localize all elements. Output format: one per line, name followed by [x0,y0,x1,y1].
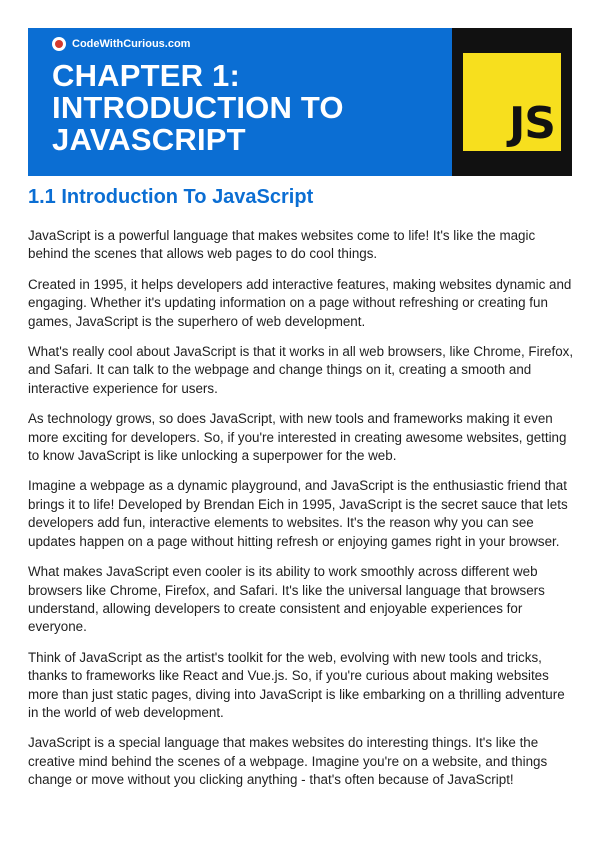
paragraph: Think of JavaScript as the artist's toolkit for the web, evolving with new tools and tricks, thanks to frameworks like React and Vue.js. So, if you're curious about making websites more than just static pages, diving into JavaScript is like embarking on a thrilling adventure in the world of web development. [28,649,565,720]
js-logo-text: JS [508,98,555,149]
brand-logo-icon [52,37,66,51]
brand [52,37,190,51]
paragraph: JavaScript is a powerful language that makes websites come to life! It's like the magic behind the scenes that allows web pages to do cool things. [28,228,536,262]
paragraph: Imagine a webpage as a dynamic playground, and JavaScript is the enthusiastic friend that brings it to life! Developed by Brendan Eich in 1995, JavaScript is the secret sauce that lets developers add fun, interactive elements to websites. It's the reason why you can see updates happen on a page without hitting refresh or enjoying games right in your browser. [28,478,568,549]
paragraph: What's really cool about JavaScript is that it works in all web browsers, like Chrome, Firefox, and Safari. It can talk to the webpage and change things on it, creating a smooth and interactive experience for users. [28,344,574,396]
section-heading: 1.1 Introduction To JavaScript [28,186,314,208]
paragraph: What makes JavaScript even cooler is its ability to work smoothly across different web browsers like Chrome, Firefox, and Safari. It's like the universal language that browsers understand, allowing developers to create consistent and enjoyable experiences for everyone. [28,564,545,635]
paragraph: JavaScript is a special language that makes websites do interesting things. It's like the creative mind behind the scenes of a webpage. Imagine you're on a website, and things change or move without you clicking anything - that's often because of JavaScript! [28,735,548,788]
body-content [28,227,576,802]
js-logo-panel [452,28,572,176]
paragraph: Created in 1995, it helps developers add interactive features, making websites dynamic and engaging. Whether it's updating information on a page without refreshing or creating fun games, JavaScript is the superhero of web development. [28,276,572,329]
chapter-title: CHAPTER 1: INTRODUCTION TO JAVASCRIPT [52,58,344,157]
javascript-logo-icon [463,53,561,151]
paragraph: As technology grows, so does JavaScript, with new tools and frameworks making it even more exciting for developers. So, if you're interested in creating awesome websites, getting to know JavaScript is like unlocking a superpower for the web. [28,411,567,464]
brand-name: CodeWithCurious.com [72,38,191,50]
chapter-banner [28,28,572,176]
